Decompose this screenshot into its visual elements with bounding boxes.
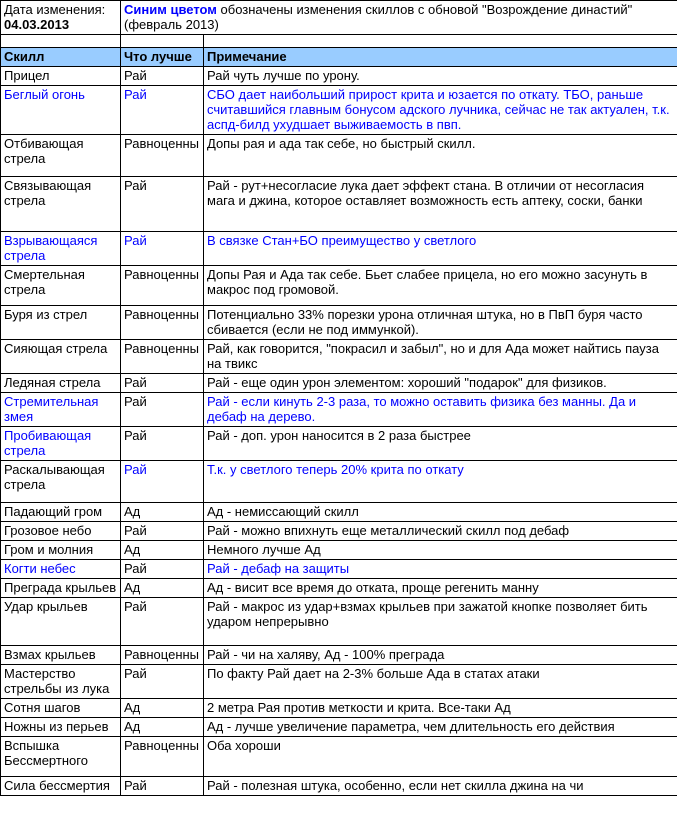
better-cell: Рай — [121, 598, 204, 646]
note-cell: Потенциально 33% порезки урона отличная штука, но в ПвП буря часто сбивается (если не под иммункой). — [204, 306, 677, 340]
better-cell: Рай — [121, 522, 204, 541]
skill-cell: Взмах крыльев — [1, 646, 121, 665]
skill-cell: Ножны из перьев — [1, 718, 121, 737]
header-skill: Скилл — [1, 48, 121, 67]
better-cell: Рай — [121, 177, 204, 232]
table-row — [1, 646, 677, 665]
change-date-label: Дата изменения: — [4, 2, 106, 17]
better-cell: Ад — [121, 541, 204, 560]
note-cell: По факту Рай дает на 2-3% больше Ада в статах атаки — [204, 665, 677, 699]
better-cell: Рай — [121, 393, 204, 427]
better-cell: Рай — [121, 560, 204, 579]
skill-cell: Вспышка Бессмертного — [1, 737, 121, 777]
note-cell: Ад - висит все время до отката, проще регенить манну — [204, 579, 677, 598]
spacer-cell — [1, 35, 121, 48]
table-row — [1, 579, 677, 598]
table-row — [1, 699, 677, 718]
table-row — [1, 177, 677, 232]
table-row — [1, 306, 677, 340]
table-row — [1, 598, 677, 646]
legend-note-cell — [121, 1, 677, 35]
better-cell: Равноценны — [121, 135, 204, 177]
note-cell: Ад - немиссающий скилл — [204, 503, 677, 522]
better-cell: Равноценны — [121, 266, 204, 306]
table-row — [1, 67, 677, 86]
skill-cell: Ледяная стрела — [1, 374, 121, 393]
skill-cell: Беглый огонь — [1, 86, 121, 135]
skill-cell: Гром и молния — [1, 541, 121, 560]
table-row — [1, 777, 677, 796]
change-date-row — [1, 1, 677, 35]
table-row — [1, 266, 677, 306]
spacer-cell — [204, 35, 677, 48]
better-cell: Ад — [121, 699, 204, 718]
note-cell: Т.к. у светлого теперь 20% крита по откату — [204, 461, 677, 503]
skill-cell: Сила бессмертия — [1, 777, 121, 796]
better-cell: Ад — [121, 579, 204, 598]
table-row — [1, 427, 677, 461]
better-cell: Рай — [121, 232, 204, 266]
note-cell: Рай - рут+несогласие лука дает эффект стана. В отличии от несогласия мага и джина, которое оставляет возможность есть аптеку, соски, банки — [204, 177, 677, 232]
legend-highlight: Синим цветом — [124, 2, 217, 17]
skills-table-body — [1, 67, 677, 796]
note-cell: Рай - полезная штука, особенно, если нет скилла джина на чи — [204, 777, 677, 796]
table-row — [1, 86, 677, 135]
table-row — [1, 374, 677, 393]
skill-cell: Удар крыльев — [1, 598, 121, 646]
better-cell: Равноценны — [121, 646, 204, 665]
note-cell: Рай - дебаф на защиты — [204, 560, 677, 579]
better-cell: Рай — [121, 86, 204, 135]
note-cell: Рай - макрос из удар+взмах крыльев при зажатой кнопке позволяет бить ударом непрерывно — [204, 598, 677, 646]
note-cell: Рай - еще один урон элементом: хороший "подарок" для физиков. — [204, 374, 677, 393]
better-cell: Рай — [121, 665, 204, 699]
table-row — [1, 461, 677, 503]
note-cell: Допы Рая и Ада так себе. Бьет слабее прицела, но его можно засунуть в макрос под громовой. — [204, 266, 677, 306]
note-cell: Рай - чи на халяву, Ад - 100% преграда — [204, 646, 677, 665]
header-better: Что лучше — [121, 48, 204, 67]
table-row — [1, 232, 677, 266]
better-cell: Рай — [121, 777, 204, 796]
note-cell: Допы рая и ада так себе, но быстрый скилл. — [204, 135, 677, 177]
better-cell: Рай — [121, 374, 204, 393]
better-cell: Равноценны — [121, 306, 204, 340]
note-cell: Рай - можно впихнуть еще металлический скилл под дебаф — [204, 522, 677, 541]
table-row — [1, 522, 677, 541]
legend-text: обозначены изменения скиллов с обновой "Возрождение династий" (февраль 2013) — [124, 2, 633, 32]
better-cell: Ад — [121, 503, 204, 522]
change-date-value: 04.03.2013 — [4, 17, 70, 32]
better-cell: Ад — [121, 718, 204, 737]
table-row — [1, 718, 677, 737]
spacer-cell — [121, 35, 204, 48]
better-cell: Рай — [121, 461, 204, 503]
better-cell: Рай — [121, 427, 204, 461]
skill-cell: Пробивающая стрела — [1, 427, 121, 461]
note-cell: Оба хороши — [204, 737, 677, 777]
skill-cell: Раскалывающая стрела — [1, 461, 121, 503]
skill-cell: Сияющая стрела — [1, 340, 121, 374]
note-cell: Рай, как говорится, "покрасил и забыл", но и для Ада может найтись пауза на твикс — [204, 340, 677, 374]
better-cell: Равноценны — [121, 340, 204, 374]
table-header-row — [1, 48, 677, 67]
table-row — [1, 541, 677, 560]
table-row — [1, 503, 677, 522]
table-row — [1, 560, 677, 579]
table-row — [1, 393, 677, 427]
note-cell: Немного лучше Ад — [204, 541, 677, 560]
info-section — [1, 1, 677, 67]
better-cell: Равноценны — [121, 737, 204, 777]
skill-cell: Отбивающая стрела — [1, 135, 121, 177]
table-row — [1, 665, 677, 699]
skill-cell: Смертельная стрела — [1, 266, 121, 306]
skill-cell: Сотня шагов — [1, 699, 121, 718]
skill-cell: Буря из стрел — [1, 306, 121, 340]
skill-cell: Мастерство стрельбы из лука — [1, 665, 121, 699]
skill-cell: Падающий гром — [1, 503, 121, 522]
note-cell: 2 метра Рая против меткости и крита. Все-таки Ад — [204, 699, 677, 718]
skill-cell: Стремительная змея — [1, 393, 121, 427]
table-row — [1, 340, 677, 374]
skill-cell: Когти небес — [1, 560, 121, 579]
skill-cell: Связывающая стрела — [1, 177, 121, 232]
table-row — [1, 737, 677, 777]
table-row — [1, 135, 677, 177]
spacer-row — [1, 35, 677, 48]
note-cell: Рай чуть лучше по урону. — [204, 67, 677, 86]
skill-cell: Преграда крыльев — [1, 579, 121, 598]
note-cell: В связке Стан+БО преимущество у светлого — [204, 232, 677, 266]
note-cell: Ад - лучше увеличение параметра, чем длительность его действия — [204, 718, 677, 737]
better-cell: Рай — [121, 67, 204, 86]
change-date-cell — [1, 1, 121, 35]
note-cell: СБО дает наибольший прирост крита и юзается по откату. ТБО, раньше считавшийся главным бонусом адского лучника, сейчас не так актуален, т.к. аспд-билд ухудшает выживаемость в пвп. — [204, 86, 677, 135]
skill-cell: Грозовое небо — [1, 522, 121, 541]
note-cell: Рай - доп. урон наносится в 2 раза быстрее — [204, 427, 677, 461]
skill-cell: Взрывающаяся стрела — [1, 232, 121, 266]
header-note: Примечание — [204, 48, 677, 67]
skill-cell: Прицел — [1, 67, 121, 86]
note-cell: Рай - если кинуть 2-3 раза, то можно оставить физика без манны. Да и дебаф на дерево. — [204, 393, 677, 427]
